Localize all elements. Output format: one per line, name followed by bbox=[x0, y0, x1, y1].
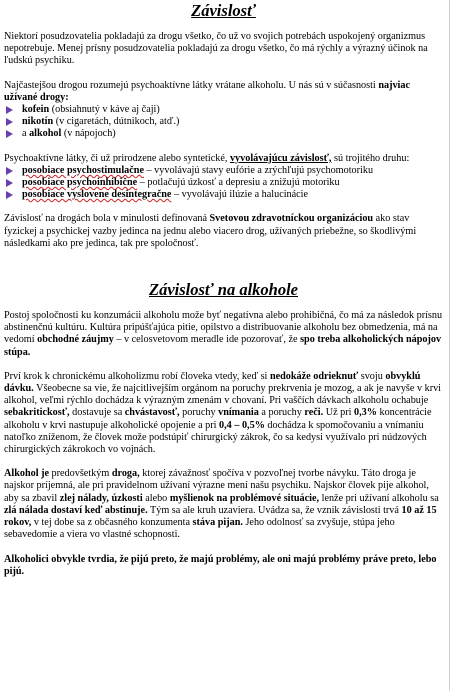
chronic-text: svoju bbox=[360, 370, 383, 382]
arrow-bullet-icon bbox=[6, 118, 13, 126]
addiction-text: lenže pri užívaní alkoholu sa bbox=[321, 492, 439, 504]
paragraph-society bbox=[4, 310, 443, 359]
society-bold-b: obchodné záujmy bbox=[37, 334, 114, 346]
chronic-bold: obvyklú dávku. bbox=[4, 370, 421, 395]
addiction-bold: myšlienok na problémové situácie, bbox=[169, 492, 320, 504]
type-name: posobiace psychostimulačne bbox=[22, 164, 144, 176]
paragraph-intro: Niektorí posudzovatelia pokladajú za drogu všetko, čo už vo svojich potrebách uspokojený organizmus nepotrebuje. Menej prísny posudzovatelia pokladajú za drogu všetko, čo má rýchly a výrazný účinok na ľudskú psychiku. bbox=[4, 31, 428, 67]
addiction-text: Tým sa ale kruh uzaviera. Uvádza sa, že vznik závislosti trvá bbox=[150, 504, 399, 516]
chronic-bold: nedokáže odrieknuť bbox=[269, 370, 359, 382]
addiction-text: alebo bbox=[145, 492, 168, 504]
paragraph-drugs-bold: najviac užívané drogy: bbox=[4, 79, 411, 103]
drug-desc: (v nápojoch) bbox=[63, 128, 116, 140]
type-name: posobiace vyslovene desintegračne bbox=[22, 189, 172, 201]
type-desc: – potlačujú úzkosť a depresiu a znižujú motoriku bbox=[139, 177, 340, 189]
paragraph-drugs-text: Najčastejšou drogou rozumejú psychoaktívne látky vrátane alkoholu. U nás sú v súčasnosti bbox=[4, 79, 376, 91]
addiction-bold: zlej nálady, úzkosti bbox=[59, 492, 143, 504]
types-list bbox=[4, 165, 443, 202]
section-title-alcohol: Závislosť na alkohole bbox=[148, 280, 299, 300]
addiction-bold: 10 až 15 rokov, bbox=[4, 504, 437, 529]
chronic-text: dochádza k spomočovaniu a vnímaniu natoľko zníženom, že človek može podstúpiť chirurgický zákrok, čo sa kedysi využívalo pri núdzových chirurgických zákrokoch vo vojnách. bbox=[4, 419, 427, 456]
drug-desc: (obsiahnutý v káve aj čaji) bbox=[51, 104, 160, 116]
chronic-text: Všeobecne sa vie, že najcitlivejším orgánom na poruchy prekrvenia je mozog, a ak je navyše v krvi alkohol, veľmi rýchlo dochádza k výrazným zmenám v chovaní. Pri vaščích dávkach alkoholu ochabuje bbox=[4, 383, 442, 407]
drug-list bbox=[4, 104, 443, 141]
addiction-text: ktorej závažnosť spočíva v pozvoľnej tvorbe návyku. Táto droga je najskor príjemná, ale pri pravidelnom užívaní výrazne mení našu psychiku. Najskor človek pije alkohol, aby sa zbavil bbox=[4, 468, 429, 504]
arrow-bullet-icon bbox=[6, 179, 13, 187]
definition-text-c: ako stav fyzickej a psychickej vazby jedinca na jednu alebo viacero drog, užívaných priebežne, so škodlivými následkami ako pre jedinca, tak pre spoločnosť. bbox=[4, 213, 417, 249]
chronic-bold: vnímania bbox=[218, 407, 259, 419]
addiction-text: predovšetkým bbox=[51, 468, 110, 480]
type-desc: – vyvolávajú stavy eufórie a zrýchľujú psychomotoriku bbox=[146, 164, 374, 176]
type-desc: – vyvolávajú ilúzie a halucinácie bbox=[173, 189, 309, 201]
chronic-bold: 0,4 – 0,5% bbox=[219, 419, 265, 431]
psychoactive-bold: vyvolávajúcu závislosť, bbox=[229, 152, 332, 164]
list-item bbox=[4, 116, 443, 128]
paragraph-definition bbox=[4, 213, 443, 250]
drug-name: nikotín bbox=[22, 116, 54, 128]
definition-bold: Svetovou zdravotníckou organizáciou bbox=[209, 213, 374, 225]
addiction-bold: Alkohol je bbox=[4, 468, 49, 480]
paragraph-psychoactive bbox=[4, 153, 443, 165]
section-title-dependence: Závislosť bbox=[191, 1, 256, 20]
chronic-text: poruchy bbox=[182, 407, 216, 419]
addiction-bold: stáva pijan. bbox=[192, 517, 243, 529]
society-bold-d: spo treba alkoholických nápojov stúpa. bbox=[4, 334, 442, 358]
drug-prefix: a bbox=[22, 128, 27, 140]
chronic-bold: reči. bbox=[304, 407, 324, 419]
drug-name: kofein bbox=[22, 104, 50, 116]
list-item bbox=[4, 104, 443, 116]
chronic-text: koncentrácie alkoholu v krvi nastupuje alkoholické opojenie a pri bbox=[4, 407, 432, 431]
chronic-bold: chvástavosť, bbox=[124, 407, 180, 419]
society-text-a: Postoj spoločnosti ku konzumácii alkoholu može byť negatívna alebo prohibičná, čo má za následok prísnu abstinenčnú kultúru. Kultúra pripúšťajúca pitie, opilstvo a distribuovanie alkoholu bez obmedzenia, má na vedomí bbox=[4, 310, 443, 346]
society-text-c: – v celosvetovom meradle ide pozorovať, že bbox=[116, 334, 298, 346]
paragraph-conclusion bbox=[4, 554, 443, 578]
arrow-bullet-icon bbox=[6, 106, 13, 114]
paragraph-addiction bbox=[4, 468, 443, 541]
paragraph-chronic bbox=[4, 371, 443, 456]
addiction-text: Jeho odolnosť sa zvyšuje, stúpa jeho sebavedomie a viera vo vlastné schopnosti. bbox=[4, 517, 395, 541]
chronic-text: a poruchy bbox=[261, 407, 302, 419]
arrow-bullet-icon bbox=[6, 130, 13, 138]
list-item bbox=[4, 165, 443, 177]
addiction-text: v tej dobe sa z občasného konzumenta bbox=[33, 517, 190, 529]
arrow-bullet-icon bbox=[6, 191, 13, 199]
type-name: posobiace psychoinhibične bbox=[22, 177, 138, 189]
chronic-bold: sebakritickosť, bbox=[4, 407, 70, 419]
conclusion-bold: Alkoholici obvykle tvrdia, že pijú preto, že majú problémy, ale oni majú problémy práve preto, lebo pijú. bbox=[4, 553, 437, 577]
arrow-bullet-icon bbox=[6, 167, 13, 175]
addiction-bold: droga, bbox=[111, 468, 140, 480]
drug-name: alkohol bbox=[29, 128, 62, 140]
addiction-bold: zlá nálada dostaví keď abstinuje. bbox=[4, 504, 148, 516]
definition-text-a: Závislosť na drogách bola v minulosti definovaná bbox=[4, 213, 207, 225]
psychoactive-text-c: sú trojitého druhu: bbox=[334, 152, 410, 164]
psychoactive-text-a: Psychoaktívne látky, či už prirodzene alebo syntetické, bbox=[4, 152, 228, 164]
drug-desc: (v cigaretách, dútnikoch, atď.) bbox=[55, 116, 180, 128]
chronic-text: dostavuje sa bbox=[72, 407, 123, 419]
list-item bbox=[4, 189, 443, 201]
list-item bbox=[4, 128, 443, 140]
chronic-text: Už pri bbox=[325, 407, 352, 419]
paragraph-drugs bbox=[4, 80, 443, 104]
list-item bbox=[4, 177, 443, 189]
chronic-bold: 0,3% bbox=[354, 407, 377, 419]
chronic-text: Prví krok k chronickému alkoholizmu robí človeka vtedy, keď si bbox=[4, 370, 268, 382]
